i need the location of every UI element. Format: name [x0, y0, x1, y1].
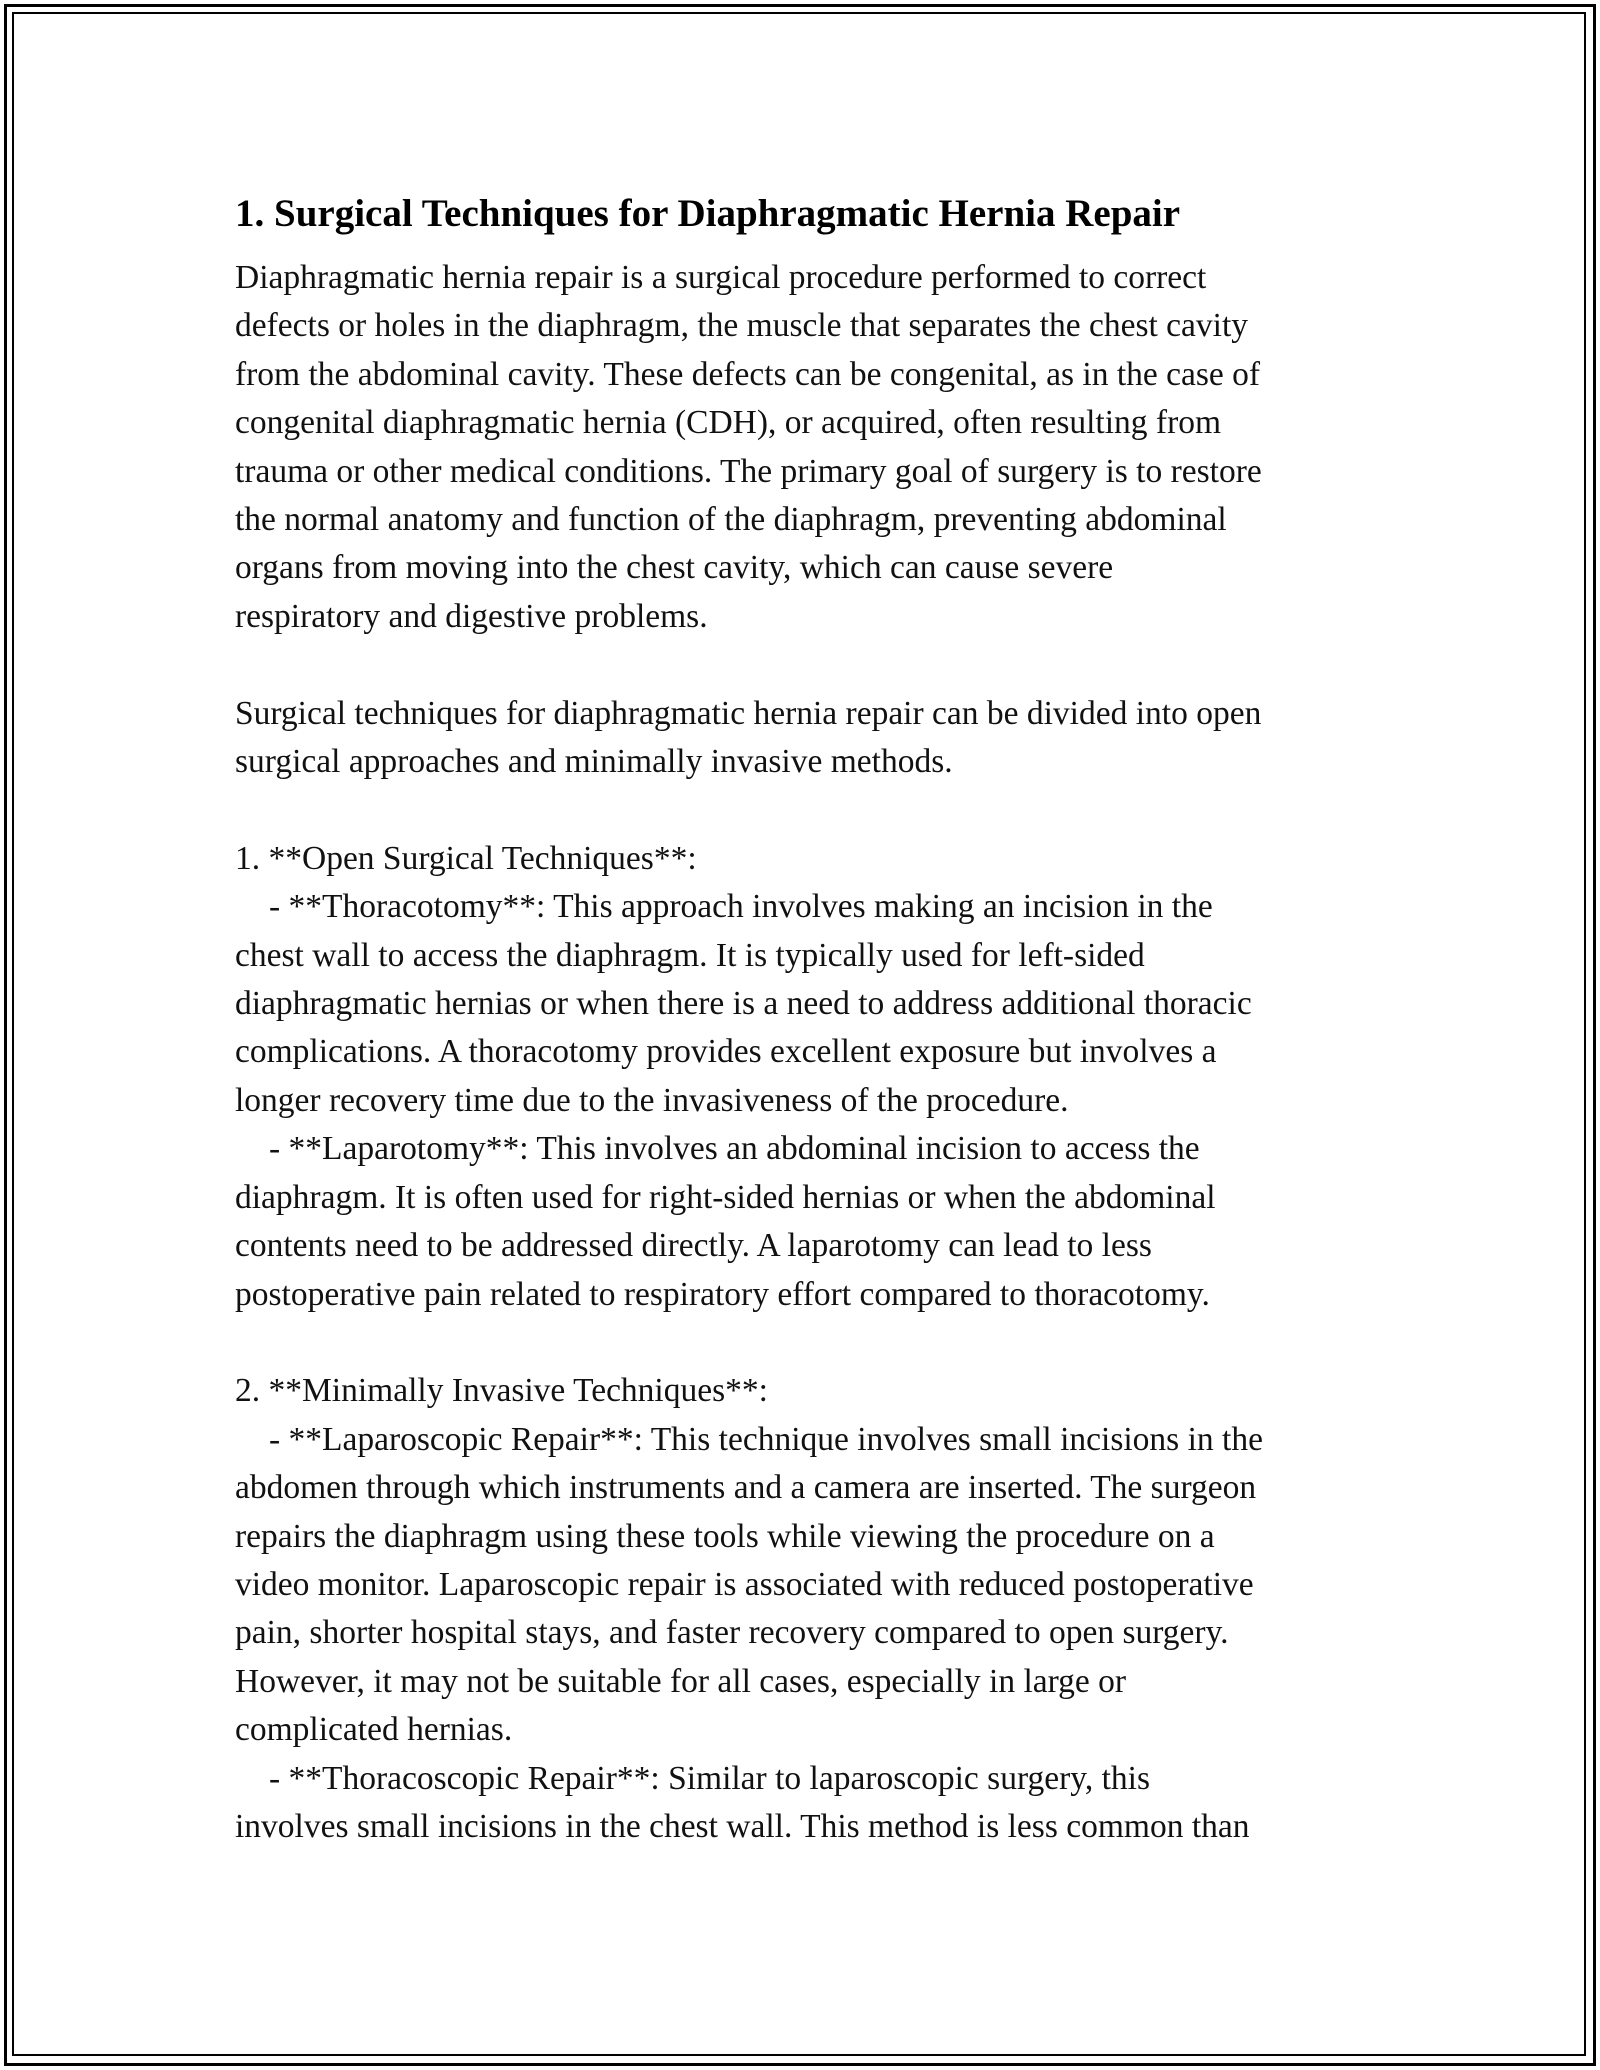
list-item-laparotomy: - **Laparotomy**: This involves an abdominal incision to access the diaphragm. It is often used for right-sided hernias or when the abdominal contents need to be addressed directly. A laparotomy can lead to less postoperative pain related to respiratory effort compared to thoracotomy. [235, 1130, 1216, 1313]
minimally-invasive-list [235, 1367, 1375, 1851]
overview-paragraph: Surgical techniques for diaphragmatic hernia repair can be divided into open surgical approaches and minimally invasive methods. [235, 694, 1262, 781]
list-heading-open: 1. **Open Surgical Techniques**: [235, 839, 697, 877]
section-title: 1. Surgical Techniques for Diaphragmatic Hernia Repair [235, 192, 1181, 235]
document-body [235, 186, 1375, 1851]
intro-paragraph: Diaphragmatic hernia repair is a surgical procedure performed to correct defects or holes in the diaphragm, the muscle that separates the chest cavity from the abdominal cavity. These defects can be congenital, as in the case of congenital diaphragmatic hernia (CDH), or acquired, often resulting from trauma or other medical conditions. The primary goal of surgery is to restore the normal anatomy and function of the diaphragm, preventing abdominal organs from moving into the chest cavity, which can cause severe respiratory and digestive problems. [235, 259, 1262, 635]
paragraph-gap [235, 641, 1375, 689]
list-item-thoracoscopic: - **Thoracoscopic Repair**: Similar to laparoscopic surgery, this involves small incisions in the chest wall. This method is less common than [235, 1759, 1250, 1845]
paragraph-gap [235, 786, 1375, 834]
list-heading-minimally-invasive: 2. **Minimally Invasive Techniques**: [235, 1372, 768, 1410]
list-item-thoracotomy: - **Thoracotomy**: This approach involves making an incision in the chest wall to access the diaphragm. It is typically used for left-sided diaphragmatic hernias or when there is a need to address additional thoracic complications. A thoracotomy provides excellent exposure but involves a longer recovery time due to the invasiveness of the procedure. [235, 888, 1252, 1119]
paragraph-gap [235, 1319, 1375, 1367]
list-item-laparoscopic: - **Laparoscopic Repair**: This technique involves small incisions in the abdomen through which instruments and a camera are inserted. The surgeon repairs the diaphragm using these tools while viewing the procedure on a video monitor. Laparoscopic repair is associated with reduced postoperative pain, shorter hospital stays, and faster recovery compared to open surgery. However, it may not be suitable for all cases, especially in large or complicated hernias. [235, 1420, 1263, 1749]
open-techniques-list [235, 835, 1375, 1319]
